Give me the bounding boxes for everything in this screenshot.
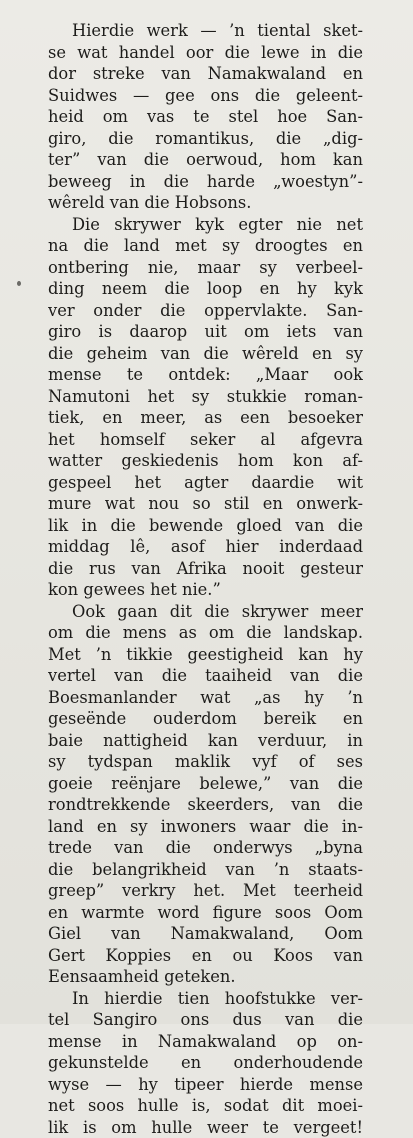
text-line: gekunstelde en onderhoudende	[48, 1052, 363, 1074]
text-line: trede van die onderwys „byna	[48, 837, 363, 859]
text-line: ter” van die oerwoud, hom kan	[48, 149, 363, 171]
text-line: dor streke van Namakwaland en	[48, 63, 363, 85]
text-line: tel Sangiro ons dus van die	[48, 1009, 363, 1031]
text-line: wyse — hy tipeer hierde mense	[48, 1074, 363, 1096]
text-line: net soos hulle is, sodat dit moei-	[48, 1095, 363, 1117]
paragraph-2	[48, 214, 363, 601]
text-line: watter geskiedenis hom kon af-	[48, 450, 363, 472]
text-line: mure wat nou so stil en onwerk-	[48, 493, 363, 515]
text-line: sy tydspan maklik vyf of ses	[48, 751, 363, 773]
text-line: beweeg in die harde „woestyn”-	[48, 171, 363, 193]
review-text	[48, 20, 363, 1138]
text-line: ding neem die loop en hy kyk	[48, 278, 363, 300]
text-line: en warmte word figure soos Oom	[48, 902, 363, 924]
text-line: geseënde ouderdom bereik en	[48, 708, 363, 730]
text-line: giro is daarop uit om iets van	[48, 321, 363, 343]
text-line: tiek, en meer, as een besoeker	[48, 407, 363, 429]
text-line: mense in Namakwaland op on-	[48, 1031, 363, 1053]
paper-speck	[17, 281, 21, 286]
text-line: rondtrekkende skeerders, van die	[48, 794, 363, 816]
text-line: ontbering nie, maar sy verbeel-	[48, 257, 363, 279]
text-line: Eensaamheid geteken.	[48, 966, 363, 988]
text-line: se wat handel oor die lewe in die	[48, 42, 363, 64]
text-line: Met ’n tikkie geestigheid kan hy	[48, 644, 363, 666]
paragraph-3	[48, 601, 363, 988]
paragraph-4	[48, 988, 363, 1138]
text-line: Namutoni het sy stukkie roman-	[48, 386, 363, 408]
text-line: gespeel het agter daardie wit	[48, 472, 363, 494]
text-line: heid om vas te stel hoe San-	[48, 106, 363, 128]
text-line: om die mens as om die landskap.	[48, 622, 363, 644]
text-line: land en sy inwoners waar die in-	[48, 816, 363, 838]
text-line: greep” verkry het. Met teerheid	[48, 880, 363, 902]
text-line: Ook gaan dit die skrywer meer	[48, 601, 363, 623]
paragraph-1	[48, 20, 363, 214]
text-line: Gert Koppies en ou Koos van	[48, 945, 363, 967]
text-line: kon gewees het nie.”	[48, 579, 363, 601]
text-line: wêreld van die Hobsons.	[48, 192, 363, 214]
text-line: die geheim van die wêreld en sy	[48, 343, 363, 365]
text-line: ver onder die oppervlakte. San-	[48, 300, 363, 322]
text-line: Die skrywer kyk egter nie net	[48, 214, 363, 236]
text-line: lik is om hulle weer te vergeet!	[48, 1117, 363, 1138]
text-line: Giel van Namakwaland, Oom	[48, 923, 363, 945]
text-line: na die land met sy droogtes en	[48, 235, 363, 257]
text-line: In hierdie tien hoofstukke ver-	[48, 988, 363, 1010]
text-line: mense te ontdek: „Maar ook	[48, 364, 363, 386]
text-line: baie nattigheid kan verduur, in	[48, 730, 363, 752]
text-line: lik in die bewende gloed van die	[48, 515, 363, 537]
text-line: het homself seker al afgevra	[48, 429, 363, 451]
text-line: Boesmanlander wat „as hy ’n	[48, 687, 363, 709]
text-line: die rus van Afrika nooit gesteur	[48, 558, 363, 580]
text-line: die belangrikheid van ’n staats-	[48, 859, 363, 881]
text-line: giro, die romantikus, die „dig-	[48, 128, 363, 150]
text-line: vertel van die taaiheid van die	[48, 665, 363, 687]
text-line: goeie reënjare belewe,” van die	[48, 773, 363, 795]
text-line: Hierdie werk — ’n tiental sket-	[48, 20, 363, 42]
text-line: middag lê, asof hier inderdaad	[48, 536, 363, 558]
text-line: Suidwes — gee ons die geleent-	[48, 85, 363, 107]
